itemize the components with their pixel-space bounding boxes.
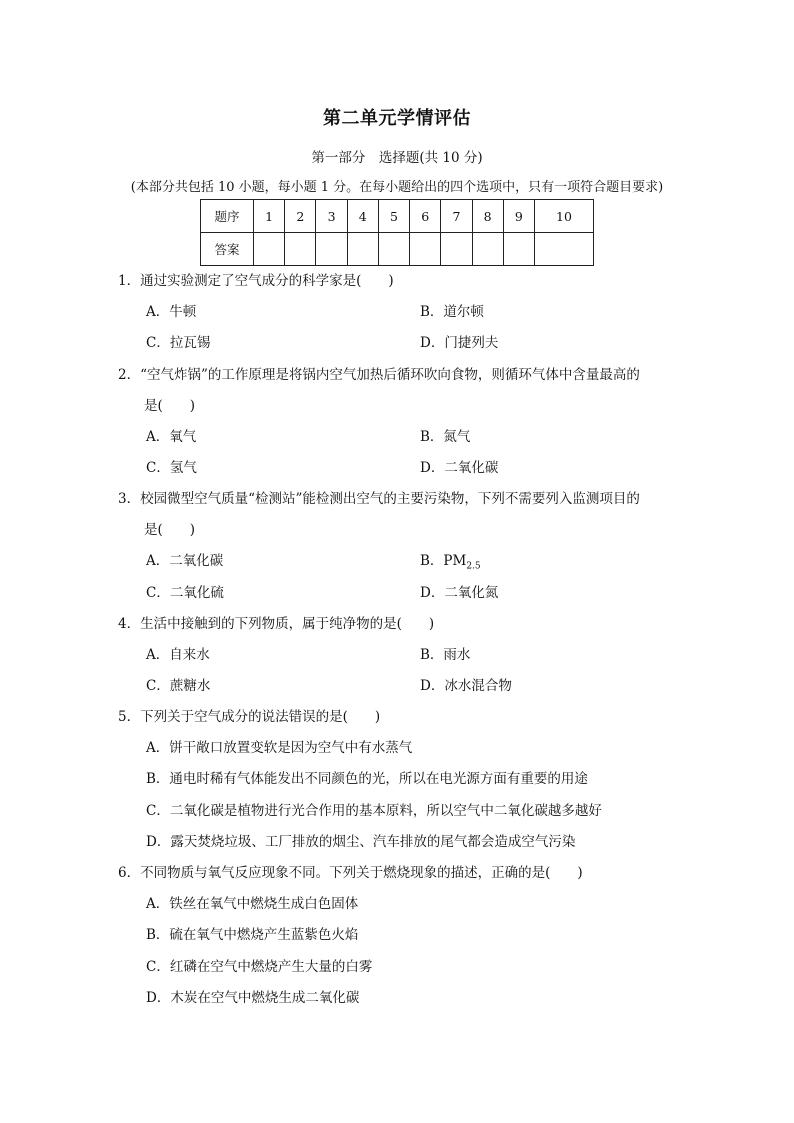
answer-cell[interactable] bbox=[503, 233, 534, 266]
answer-table-number: 9 bbox=[503, 200, 534, 233]
answer-table bbox=[200, 199, 594, 266]
question-5-option-d: D．露天焚烧垃圾、工厂排放的烟尘、汽车排放的尾气都会造成空气污染 bbox=[146, 834, 576, 850]
answer-table-number: 10 bbox=[534, 200, 593, 233]
question-6-option-a: A．铁丝在氧气中燃烧生成白色固体 bbox=[146, 896, 359, 912]
question-5-option-a: A．饼干敞口放置变软是因为空气中有水蒸气 bbox=[146, 740, 413, 756]
question-4-option-c: C．蔗糖水 bbox=[146, 678, 211, 694]
answer-table-answer-row bbox=[201, 233, 594, 266]
answer-table-number: 5 bbox=[378, 200, 409, 233]
question-3-stem: 3．校园微型空气质量“检测站”能检测出空气的主要污染物，下列不需要列入监测项目的 bbox=[118, 491, 640, 507]
answer-table-number: 4 bbox=[347, 200, 378, 233]
question-1-stem: 1．通过实验测定了空气成分的科学家是( ) bbox=[118, 273, 394, 289]
page-title: 第二单元学情评估 bbox=[323, 108, 471, 129]
question-5-option-b: B．通电时稀有气体能发出不同颜色的光，所以在电光源方面有重要的用途 bbox=[146, 771, 588, 787]
question-6-stem: 6．不同物质与氧气反应现象不同。下列关于燃烧现象的描述，正确的是( ) bbox=[118, 865, 583, 881]
question-2-option-d: D．二氧化碳 bbox=[420, 460, 499, 476]
question-6-option-d: D．木炭在空气中燃烧生成二氧化碳 bbox=[146, 990, 360, 1006]
answer-cell[interactable] bbox=[347, 233, 378, 266]
answer-table-number: 8 bbox=[472, 200, 503, 233]
answer-table-number: 2 bbox=[285, 200, 316, 233]
answer-table-number: 6 bbox=[410, 200, 441, 233]
question-1-option-c: C．拉瓦锡 bbox=[146, 335, 211, 351]
question-3-option-d: D．二氧化氮 bbox=[420, 585, 499, 601]
question-1-option-a: A．牛顿 bbox=[146, 304, 197, 320]
question-3-option-b bbox=[420, 552, 481, 576]
question-1-option-b: B．道尔顿 bbox=[420, 304, 484, 320]
question-5-stem: 5．下列关于空气成分的说法错误的是( ) bbox=[118, 709, 381, 725]
question-6-option-b: B．硫在氧气中燃烧产生蓝紫色火焰 bbox=[146, 927, 359, 943]
answer-table-label-answer: 答案 bbox=[201, 233, 254, 266]
question-3-option-a: A．二氧化碳 bbox=[146, 553, 224, 569]
answer-cell[interactable] bbox=[254, 233, 285, 266]
answer-table-number: 7 bbox=[441, 200, 472, 233]
question-2-stem-continued: 是( ) bbox=[144, 398, 196, 414]
answer-table-header-row bbox=[201, 200, 594, 233]
section-instructions: (本部分共包括 10 小题，每小题 1 分。在每小题给出的四个选项中，只有一项符合题目要求) bbox=[130, 180, 664, 195]
question-4-stem: 4．生活中接触到的下列物质，属于纯净物的是( ) bbox=[118, 616, 435, 632]
answer-cell[interactable] bbox=[441, 233, 472, 266]
question-2-option-a: A．氧气 bbox=[146, 429, 197, 445]
answer-cell[interactable] bbox=[410, 233, 441, 266]
question-2-option-c: C．氢气 bbox=[146, 460, 197, 476]
answer-table-number: 1 bbox=[254, 200, 285, 233]
answer-cell[interactable] bbox=[472, 233, 503, 266]
question-3-option-c: C．二氧化硫 bbox=[146, 585, 224, 601]
question-2-option-b: B．氮气 bbox=[420, 429, 471, 445]
question-4-option-d: D．冰水混合物 bbox=[420, 678, 512, 694]
answer-cell[interactable] bbox=[316, 233, 347, 266]
answer-cell[interactable] bbox=[378, 233, 409, 266]
question-4-option-b: B．雨水 bbox=[420, 647, 471, 663]
question-1-option-d: D．门捷列夫 bbox=[420, 335, 499, 351]
section-subtitle: 第一部分 选择题(共 10 分) bbox=[311, 150, 483, 166]
question-5-option-c: C．二氧化碳是植物进行光合作用的基本原料，所以空气中二氧化碳越多越好 bbox=[146, 803, 602, 819]
question-6-option-c: C．红磷在空气中燃烧产生大量的白雾 bbox=[146, 959, 373, 975]
answer-cell[interactable] bbox=[534, 233, 593, 266]
answer-table-label-number: 题序 bbox=[201, 200, 254, 233]
question-3-option-b-text: B．PM bbox=[420, 553, 467, 569]
answer-cell[interactable] bbox=[285, 233, 316, 266]
question-2-stem: 2．“空气炸锅”的工作原理是将锅内空气加热后循环吹向食物，则循环气体中含量最高的 bbox=[118, 367, 640, 383]
pm-subscript: 2.5 bbox=[466, 561, 481, 572]
answer-table-number: 3 bbox=[316, 200, 347, 233]
question-3-stem-continued: 是( ) bbox=[144, 522, 196, 538]
question-4-option-a: A．自来水 bbox=[146, 647, 210, 663]
